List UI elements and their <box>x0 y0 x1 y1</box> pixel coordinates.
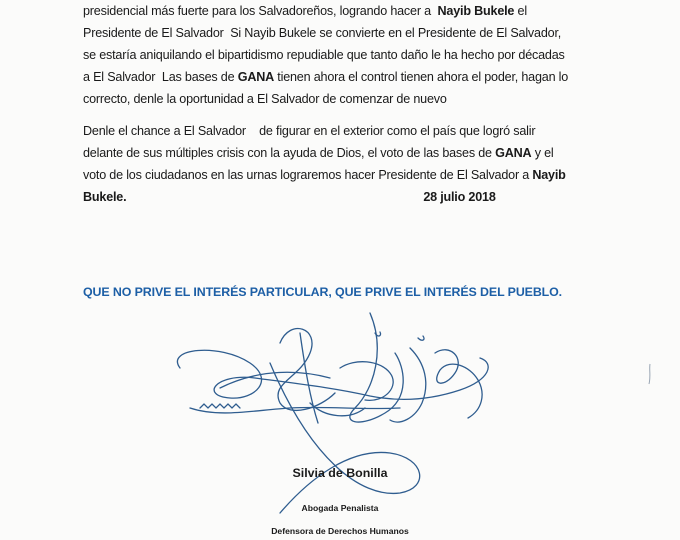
bold-text: GANA <box>237 70 274 84</box>
text-line <box>83 164 588 186</box>
text-line <box>83 66 588 88</box>
text-line <box>83 142 588 164</box>
signer-name: Silvia de Bonilla <box>292 466 388 480</box>
text-segment: a El Salvador Las bases de <box>83 70 238 84</box>
text-segment: Denle el chance a El Salvador de figurar en el exterior como el país que logró salir <box>83 124 536 138</box>
paragraph-1 <box>83 0 588 110</box>
signer-title-2: Defensora de Derechos Humanos <box>271 526 409 536</box>
slogan: QUE NO PRIVE EL INTERÉS PARTICULAR, QUE PRIVE EL INTERÉS DEL PUEBLO. <box>83 285 563 299</box>
paragraph-2 <box>83 120 588 208</box>
text-segment: Presidente de El Salvador Si Nayib Bukele se convierte en el Presidente de El Salvador, <box>83 26 562 40</box>
edge-mark <box>646 362 654 386</box>
bold-text: 28 julio 2018 <box>423 190 496 204</box>
text-line <box>83 186 588 208</box>
text-segment: correcto, denle la oportunidad a El Salvador de comenzar de nuevo <box>83 92 447 106</box>
text-segment: el <box>514 4 527 18</box>
text-segment: tienen ahora el control tienen ahora el poder, hagan lo <box>274 70 569 84</box>
text-segment: se estaría aniquilando el bipartidismo repudiable que tanto daño le ha hecho por décadas <box>83 48 565 62</box>
bold-text: Nayib Bukele <box>437 4 515 18</box>
text-line <box>83 0 588 22</box>
text-segment: delante de sus múltiples crisis con la ayuda de Dios, el voto de las bases de <box>83 146 496 160</box>
text-line <box>83 22 588 44</box>
text-segment: presidencial más fuerte para los Salvadoreños, logrando hacer a <box>83 4 438 18</box>
text-line <box>83 88 588 110</box>
bold-text: Nayib <box>532 168 566 182</box>
text-segment: y el <box>531 146 554 160</box>
text-line <box>83 120 588 142</box>
text-segment: voto de los ciudadanos en las urnas lograremos hacer Presidente de El Salvador a <box>83 168 533 182</box>
signer-title-1: Abogada Penalista <box>301 503 379 513</box>
bold-text: GANA <box>495 146 532 160</box>
bold-text: Bukele. <box>83 190 127 204</box>
text-line <box>83 44 588 66</box>
text-segment <box>126 190 423 204</box>
